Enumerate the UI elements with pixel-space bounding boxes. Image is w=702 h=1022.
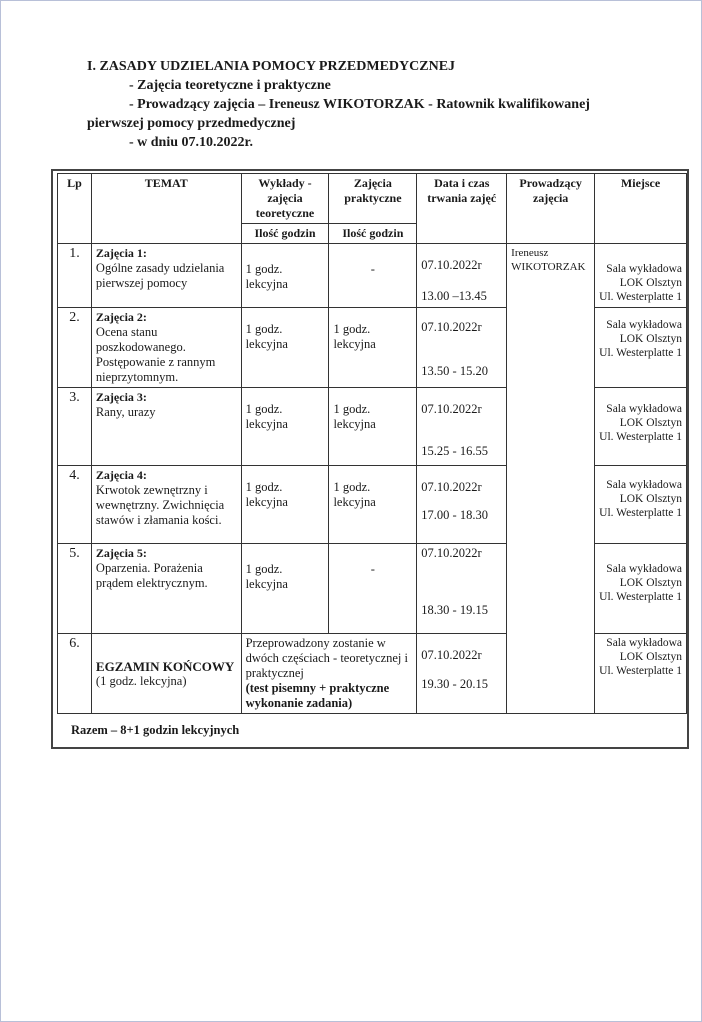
row-date: 07.10.2022r — [421, 480, 482, 494]
exam-title: EGZAMIN KOŃCOWY — [95, 658, 235, 674]
row-date: 07.10.2022r — [421, 320, 482, 334]
place-street: Ul. Westerplatte 1 — [599, 507, 682, 519]
row-practice: - — [329, 544, 417, 634]
heading-classes-type: - Zajęcia teoretyczne i praktyczne — [129, 78, 331, 93]
row-topic — [91, 634, 241, 714]
place-street: Ul. Westerplatte 1 — [599, 431, 682, 443]
document-heading — [87, 57, 647, 152]
row-time: 15.25 - 16.55 — [421, 444, 488, 458]
row-place — [595, 634, 687, 714]
header-praktyczne: Zajęcia praktyczne — [329, 174, 417, 224]
row-place — [595, 544, 687, 634]
exam-desc: Przeprowadzony zostanie w dwóch częściach - teoretycznej i praktycznej — [245, 636, 408, 680]
row-practice: 1 godz. lekcyjna — [329, 466, 417, 544]
row-topic — [91, 466, 241, 544]
place-org: LOK Olsztyn — [619, 577, 682, 589]
row-time: 17.00 - 18.30 — [421, 508, 488, 522]
row-time: 13.00 –13.45 — [421, 289, 487, 303]
place-org: LOK Olsztyn — [619, 651, 682, 663]
topic-title: Zajęcia 1: — [95, 246, 147, 260]
place-org: LOK Olsztyn — [619, 417, 682, 429]
place-street: Ul. Westerplatte 1 — [599, 665, 682, 677]
instructor-cell: Ireneusz WIKOTORZAK — [507, 244, 595, 714]
topic-desc: Rany, urazy — [95, 405, 156, 419]
topic-title: Zajęcia 2: — [95, 310, 147, 324]
heading-instructor: - Prowadzący zajęcia – Ireneusz WIKOTORZAK - Ratownik kwalifikowanej — [129, 97, 590, 112]
place-street: Ul. Westerplatte 1 — [599, 347, 682, 359]
place-room: Sala wykładowa — [606, 263, 682, 275]
exam-desc-bold: (test pisemny + praktyczne wykonanie zadania) — [245, 681, 390, 710]
topic-desc: Krwotok zewnętrzny i wewnętrzny. Zwichnięcia stawów i złamania kości. — [95, 483, 225, 527]
row-datetime — [417, 544, 507, 634]
row-theory: 1 godz. lekcyjna — [241, 466, 329, 544]
row-datetime — [417, 308, 507, 388]
header-wyklady: Wykłady - zajęcia teoretyczne — [241, 174, 329, 224]
heading-date: - w dniu 07.10.2022r. — [129, 135, 253, 150]
row-lp: 1. — [58, 244, 92, 308]
row-practice: 1 godz. lekcyjna — [329, 308, 417, 388]
topic-title: Zajęcia 4: — [95, 468, 147, 482]
place-org: LOK Olsztyn — [619, 277, 682, 289]
row-practice: - — [329, 244, 417, 308]
row-theory: 1 godz. lekcyjna — [241, 544, 329, 634]
row-place — [595, 466, 687, 544]
schedule-frame — [51, 169, 689, 749]
topic-desc: Ocena stanu poszkodowanego. Postępowanie z rannym nieprzytomnym. — [95, 325, 216, 384]
header-miejsce: Miejsce — [595, 174, 687, 244]
row-time: 18.30 - 19.15 — [421, 603, 488, 617]
heading-instructor-cont: pierwszej pomocy przedmedycznej — [87, 116, 296, 131]
row-lp: 5. — [58, 544, 92, 634]
row-date: 07.10.2022r — [421, 648, 482, 662]
total-hours: Razem – 8+1 godzin lekcyjnych — [71, 723, 240, 737]
row-topic — [91, 388, 241, 466]
row-theory: 1 godz. lekcyjna — [241, 308, 329, 388]
row-datetime — [417, 466, 507, 544]
row-lp: 2. — [58, 308, 92, 388]
topic-desc: Ogólne zasady udzielania pierwszej pomocy — [95, 261, 225, 290]
row-time: 13.50 - 15.20 — [421, 364, 488, 378]
row-datetime — [417, 244, 507, 308]
row-theory: 1 godz. lekcyjna — [241, 388, 329, 466]
row-place — [595, 388, 687, 466]
header-data: Data i czas trwania zajęć — [417, 174, 507, 244]
place-room: Sala wykładowa — [606, 563, 682, 575]
topic-title: Zajęcia 5: — [95, 546, 147, 560]
schedule-table — [57, 173, 687, 714]
topic-desc: Oparzenia. Porażenia prądem elektrycznym. — [95, 561, 208, 590]
table-row — [58, 244, 687, 308]
row-topic — [91, 308, 241, 388]
row-date: 07.10.2022r — [421, 402, 482, 416]
header-ilosc-theory: Ilość godzin — [241, 224, 329, 244]
header-prowadzacy: Prowadzący zajęcia — [507, 174, 595, 244]
place-org: LOK Olsztyn — [619, 493, 682, 505]
header-ilosc-practice: Ilość godzin — [329, 224, 417, 244]
row-date: 07.10.2022r — [421, 546, 482, 560]
row-topic — [91, 244, 241, 308]
header-temat: TEMAT — [91, 174, 241, 244]
row-datetime — [417, 634, 507, 714]
place-org: LOK Olsztyn — [619, 333, 682, 345]
row-lp: 4. — [58, 466, 92, 544]
row-place — [595, 308, 687, 388]
place-room: Sala wykładowa — [606, 637, 682, 649]
place-room: Sala wykładowa — [606, 479, 682, 491]
row-practice: 1 godz. lekcyjna — [329, 388, 417, 466]
row-lp: 3. — [58, 388, 92, 466]
row-place — [595, 244, 687, 308]
exam-description — [241, 634, 417, 714]
row-datetime — [417, 388, 507, 466]
row-topic — [91, 544, 241, 634]
place-room: Sala wykładowa — [606, 319, 682, 331]
exam-sub: (1 godz. lekcyjna) — [95, 673, 187, 688]
place-street: Ul. Westerplatte 1 — [599, 291, 682, 303]
row-time: 19.30 - 20.15 — [421, 677, 488, 691]
heading-title: I. ZASADY UDZIELANIA POMOCY PRZEDMEDYCZNEJ — [87, 59, 456, 74]
row-theory: 1 godz. lekcyjna — [241, 244, 329, 308]
topic-title: Zajęcia 3: — [95, 390, 147, 404]
row-date: 07.10.2022r — [421, 258, 482, 272]
row-lp: 6. — [58, 634, 92, 714]
header-lp: Lp — [58, 174, 92, 244]
place-room: Sala wykładowa — [606, 403, 682, 415]
place-street: Ul. Westerplatte 1 — [599, 591, 682, 603]
